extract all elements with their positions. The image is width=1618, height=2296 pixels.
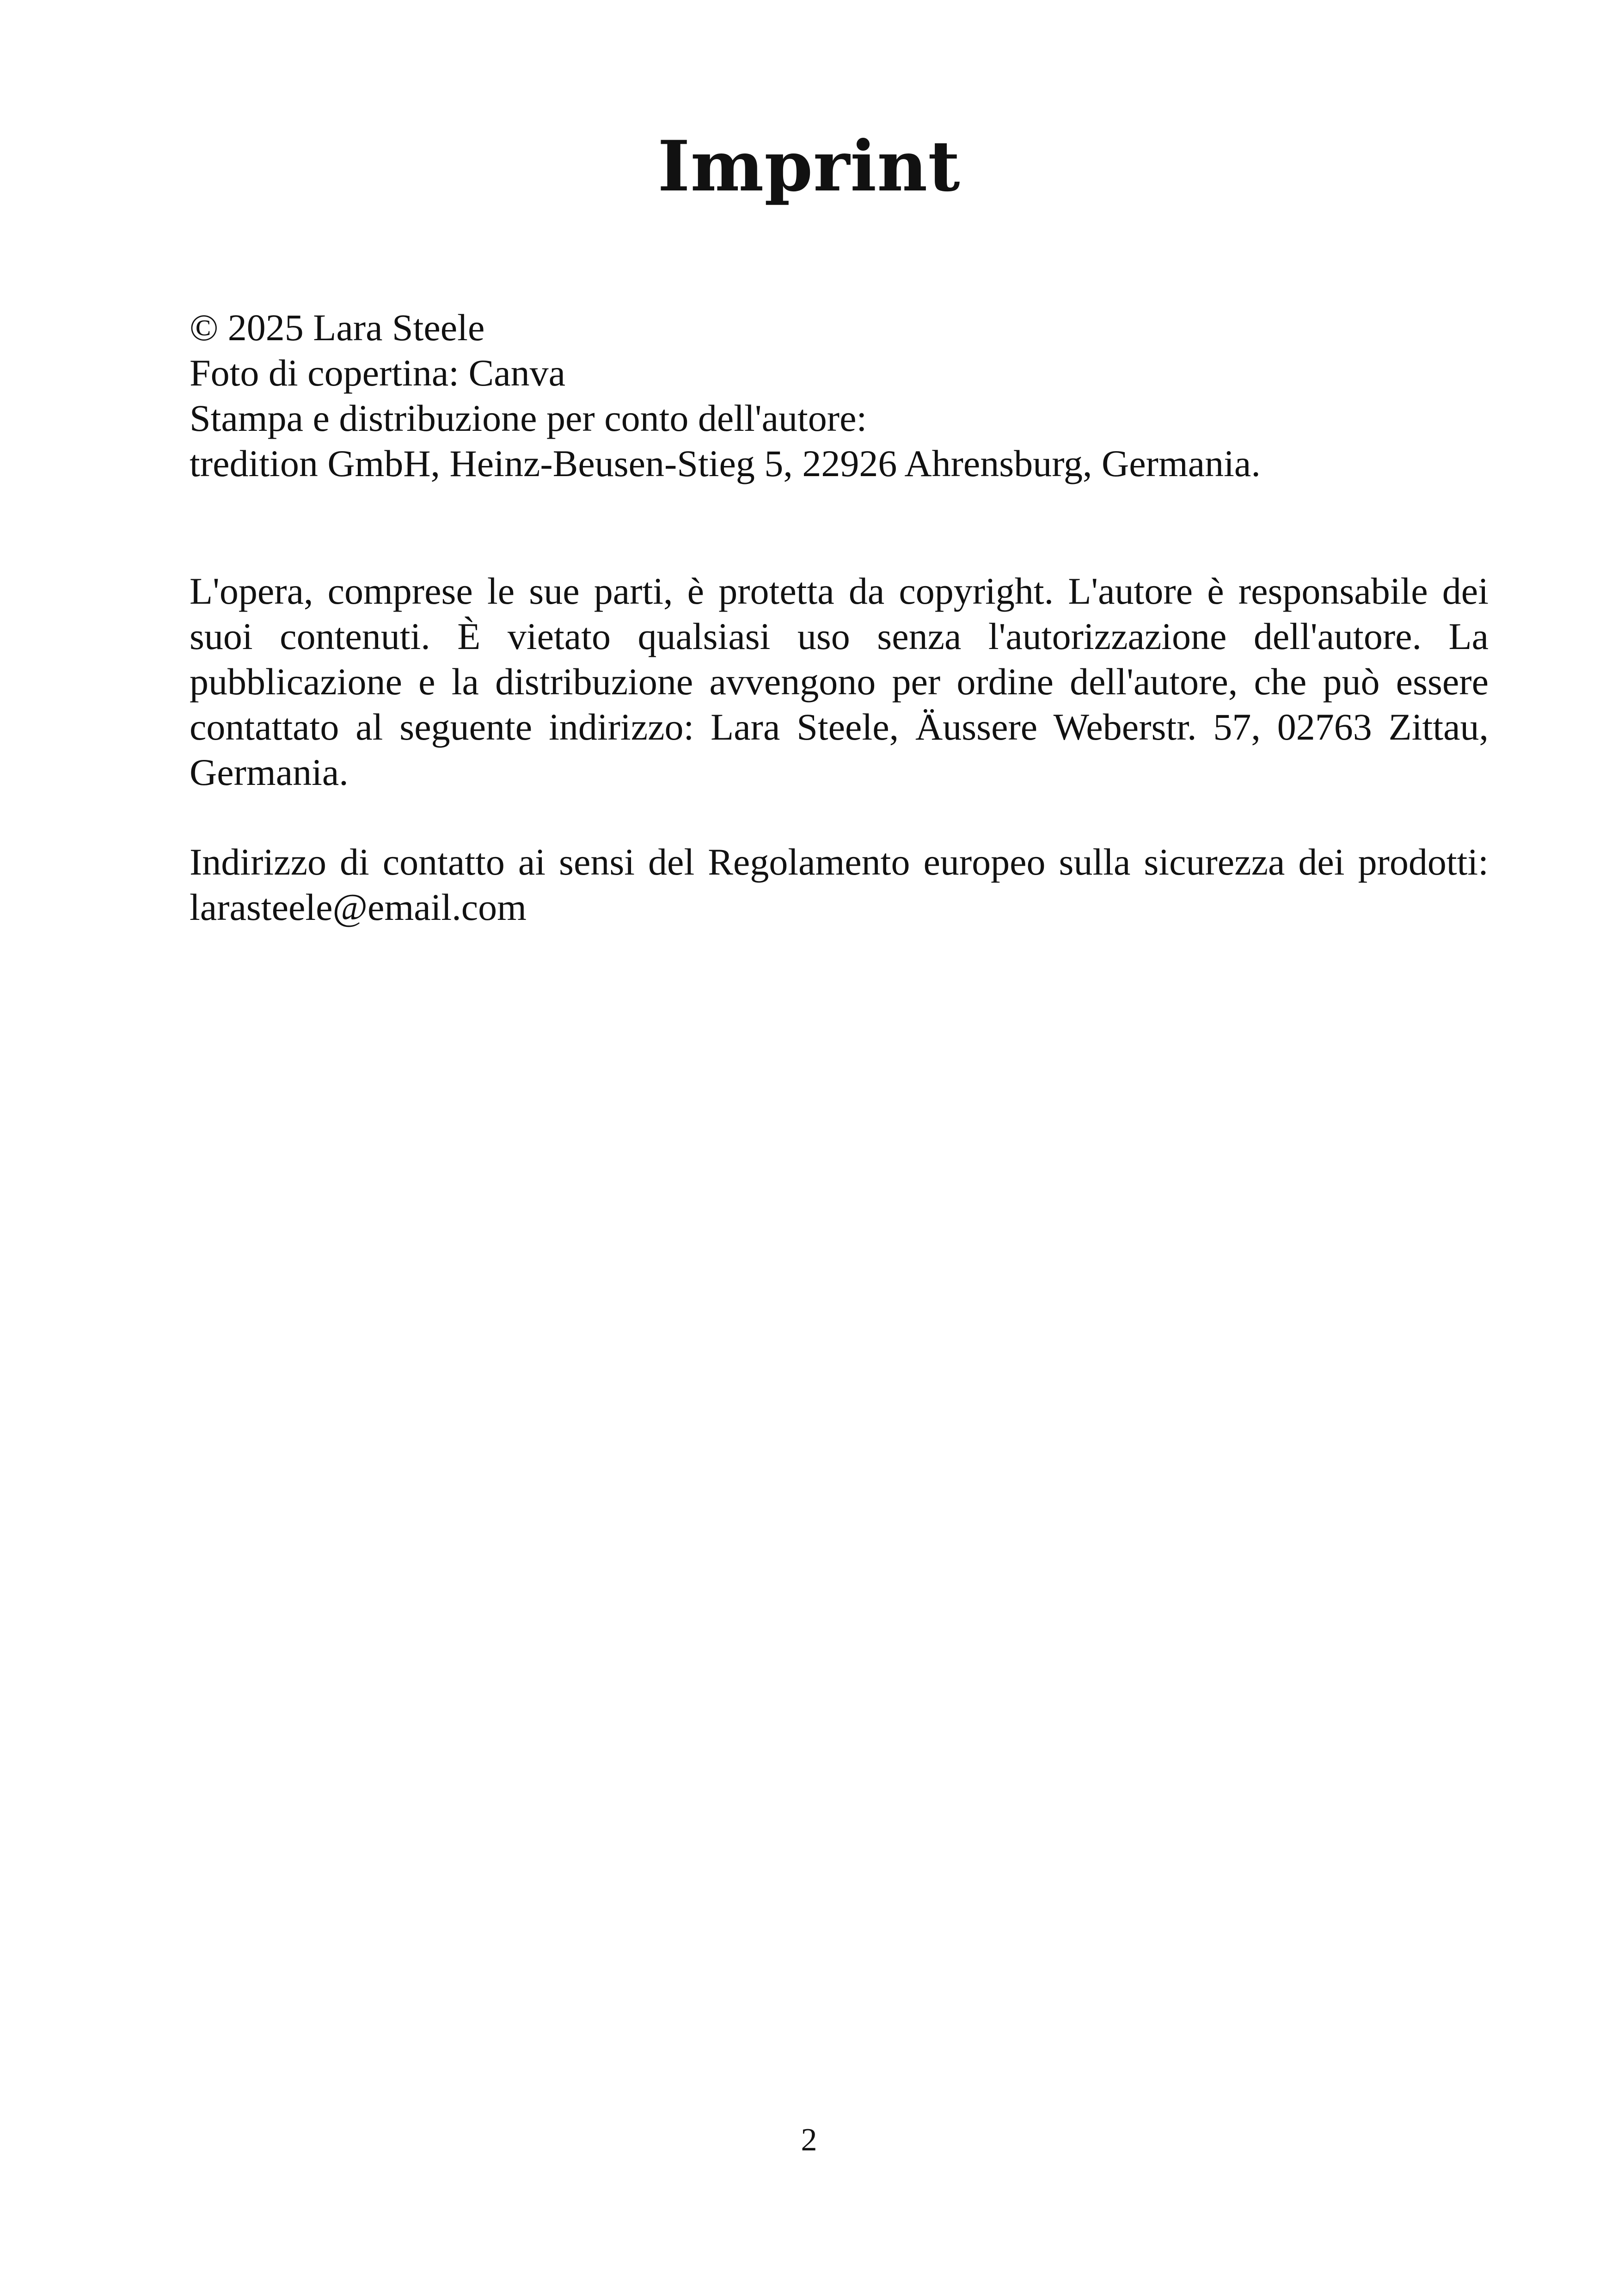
credits-block: [190, 305, 1489, 486]
print-distribution-line: Stampa e distribuzione per conto dell'autore:: [190, 397, 867, 439]
copyright-line: © 2025 Lara Steele: [190, 306, 485, 349]
publisher-address-line: tredition GmbH, Heinz-Beusen-Stieg 5, 22926 Ahrensburg, Germania.: [190, 442, 1261, 484]
page-title: Imprint: [657, 126, 961, 207]
contact-notice-paragraph: Indirizzo di contatto ai sensi del Regolamento europeo sulla sicurezza dei prodotti: larasteele@email.com: [190, 841, 1489, 928]
cover-photo-line: Foto di copertina: Canva: [190, 352, 565, 394]
page-number: 2: [801, 2122, 817, 2158]
legal-notice-paragraph: L'opera, comprese le sue parti, è protetta da copyright. L'autore è responsabile dei suoi contenuti. È vietato qualsiasi uso senza l'autorizzazione dell'autore. La pubblicazione e la distribuzione avvengono per ordine dell'autore, che può essere contattato al seguente indirizzo: Lara Steele, Äussere Weberstr. 57, 02763 Zittau, Germania.: [190, 570, 1489, 793]
